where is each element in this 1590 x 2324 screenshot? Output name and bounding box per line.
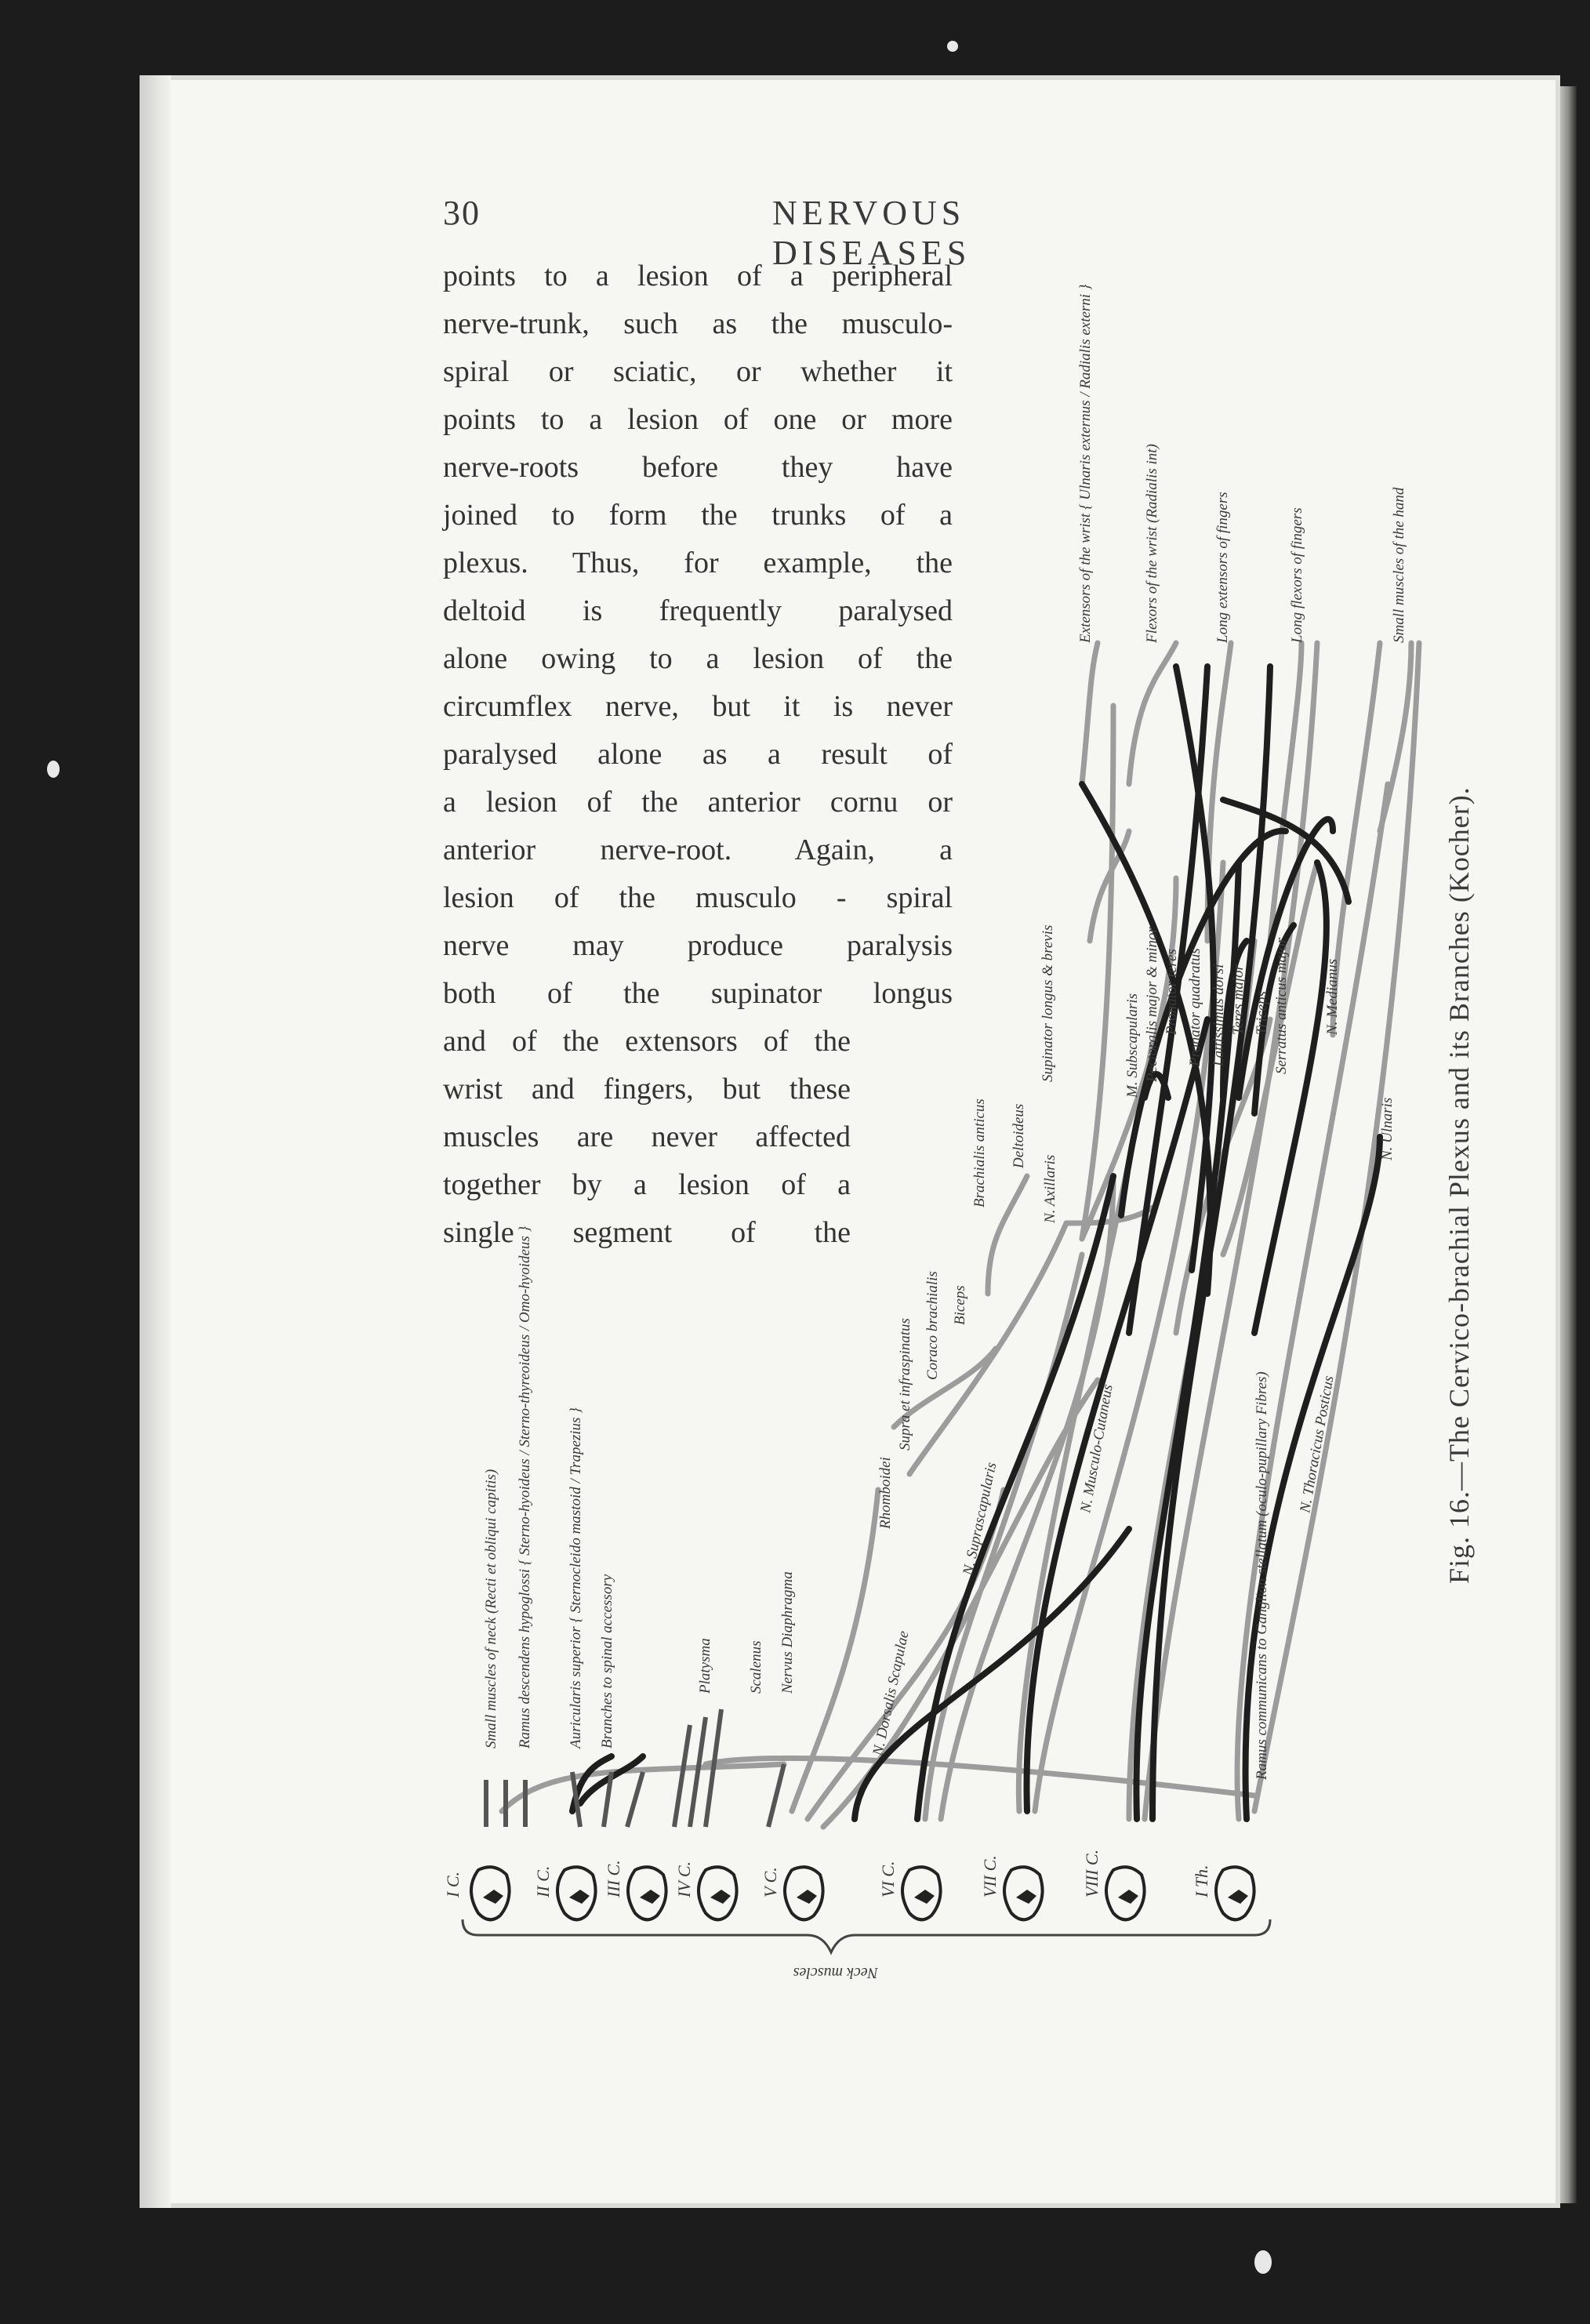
branch-label: Ramus descendens hypoglossi { Sterno-hyoideus / Sterno-thyreoideus / Omo-hyoideus } — [517, 1226, 533, 1748]
root-label: IV C. — [674, 1861, 694, 1897]
branch-label: Pronator teres — [1163, 949, 1180, 1035]
root-label: I Th. — [1192, 1865, 1211, 1897]
branch-label: M. Subscapularis — [1124, 993, 1141, 1098]
nerve-roots — [471, 1867, 1254, 1919]
branch-label: Small muscles of the hand — [1391, 487, 1407, 643]
text-line: nerve-trunk, such as the musculo- — [443, 307, 953, 340]
text-line: lesion of the musculo - spiral — [443, 881, 953, 914]
branch-label: Coraco brachialis — [924, 1271, 941, 1380]
branch-label: N. Dorsalis Scapulae — [869, 1629, 913, 1758]
text-line: circumflex nerve, but it is never — [443, 690, 953, 723]
branch-label: N. Axillaris — [1042, 1154, 1058, 1223]
branch-label: Supinator longus & brevis — [1040, 924, 1056, 1082]
branch-label: Ramus communicans to Ganglion stellatum (oculo-pupillary Fibres) — [1254, 1371, 1270, 1780]
root-label: VI C. — [878, 1861, 898, 1897]
text-line: alone owing to a lesion of the — [443, 642, 953, 675]
branch-label: N. Medianus — [1324, 958, 1341, 1035]
branch-label: Flexors of the wrist (Radialis int) — [1144, 444, 1160, 643]
branch-label: Pronator quadratus — [1187, 948, 1203, 1066]
text-line: nerve may produce paralysis — [443, 929, 953, 962]
branch-label: Auricularis superior { Sternocleido mastoid / Trapezius } — [568, 1407, 584, 1748]
text-line: both of the supinator longus — [443, 977, 953, 1010]
branch-label: Scalenus — [748, 1640, 764, 1694]
branch-label: Serratus anticus major — [1273, 937, 1290, 1074]
text-line: points to a lesion of a peripheral — [443, 260, 953, 292]
text-line: spiral or sciatic, or whether it — [443, 355, 953, 388]
text-line: paralysed alone as a result of — [443, 738, 953, 771]
text-line: together by a lesion of a — [443, 1168, 851, 1201]
text-line: and of the extensors of the — [443, 1025, 851, 1058]
branch-label: Nervus Diaphragma — [779, 1571, 796, 1694]
text-line: anterior nerve-root. Again, a — [443, 833, 953, 866]
page-number: 30 — [443, 194, 481, 232]
text-line: muscles are never affected — [443, 1120, 851, 1153]
root-label: I C. — [443, 1872, 463, 1897]
branch-label: N. Thoracicus Posticus — [1297, 1374, 1338, 1514]
text-line: wrist and fingers, but these — [443, 1073, 851, 1106]
root-label: V C. — [761, 1867, 780, 1897]
branch-label: Lattissimus dorsi — [1211, 964, 1227, 1066]
branch-label: Platysma — [697, 1638, 713, 1694]
branch-label: Deltoideus — [1011, 1103, 1027, 1168]
branch-label: Teres major — [1230, 964, 1247, 1035]
text-line: nerve-roots before they have — [443, 451, 953, 484]
branch-label: Rhomboidei — [877, 1457, 894, 1529]
neck-muscles-brace — [463, 1919, 1270, 1952]
branch-labels — [483, 284, 1407, 1781]
branch-label: Extensors of the wrist { Ulnaris externus / Radialis externi } — [1077, 284, 1094, 643]
root-label: III C. — [604, 1860, 623, 1897]
branch-label: Long extensors of fingers — [1214, 492, 1231, 643]
text-line: plexus. Thus, for example, the — [443, 547, 953, 579]
text-line: single segment of the — [443, 1216, 851, 1249]
text-line: deltoid is frequently paralysed — [443, 594, 953, 627]
branch-label: Pectoralis major & minor — [1144, 927, 1160, 1082]
branch-label: N. Ulnaris — [1379, 1097, 1396, 1160]
text-line: points to a lesion of one or more — [443, 403, 953, 436]
branch-label: N. Suprascapularis — [960, 1461, 1000, 1578]
text-line: a lesion of the anterior cornu or — [443, 786, 953, 819]
branch-label: Supra et infraspinatus — [897, 1318, 913, 1451]
running-title: NERVOUS DISEASES — [772, 194, 971, 272]
branch-label: Branches to spinal accessory — [599, 1574, 615, 1748]
branch-label: Biceps — [952, 1285, 968, 1325]
branch-label: Brachialis anticus — [971, 1098, 988, 1207]
branch-label: N. Musculo-Cutaneus — [1077, 1383, 1116, 1514]
branch-label: Triceps — [1254, 991, 1270, 1035]
neck-muscles-label: Neck muscles — [793, 1964, 878, 1981]
root-label: II C. — [533, 1865, 553, 1897]
branch-label: Long flexors of fingers — [1289, 507, 1305, 643]
text-line: joined to form the trunks of a — [443, 499, 953, 532]
root-label: VII C. — [980, 1855, 1000, 1897]
figure-caption: Fig. 16.—The Cervico-brachial Plexus and its Branches (Kocher). — [1443, 786, 1475, 1584]
branch-label: Small muscles of neck (Recti et obliqui capitis) — [483, 1469, 499, 1748]
root-label: VIII C. — [1082, 1849, 1102, 1897]
